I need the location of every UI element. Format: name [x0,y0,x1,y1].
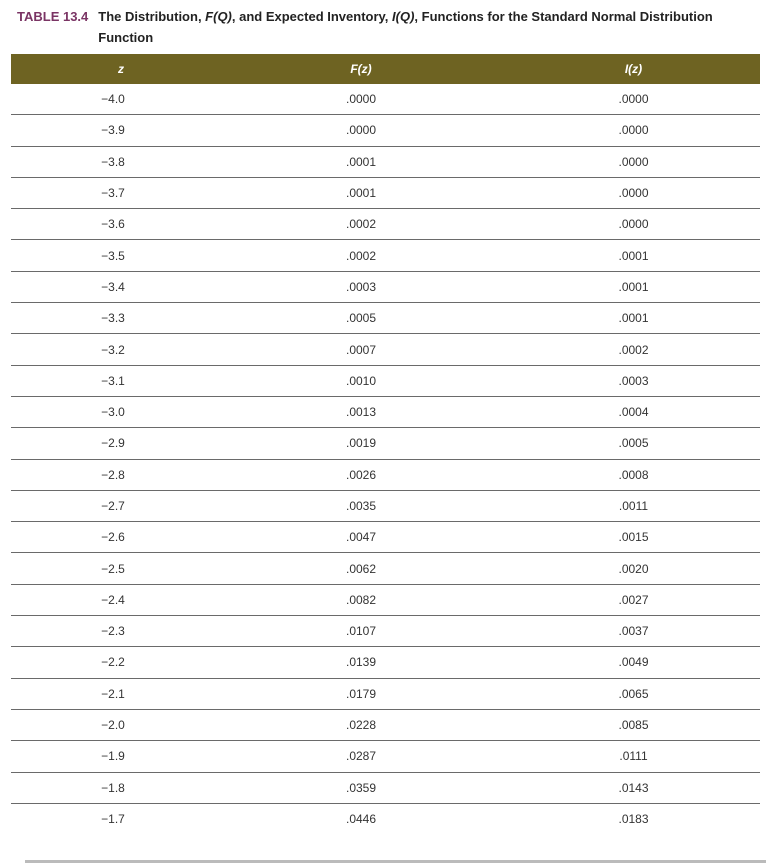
cell-z: −3.8 [101,154,125,169]
table-row [11,84,760,115]
cell-z: −2.5 [101,561,125,576]
table-row [11,491,760,522]
cell-fz: .0001 [345,154,377,169]
title-part: The Distribution, [98,9,206,24]
cell-z: −3.9 [101,123,125,138]
cell-z: −1.9 [101,749,125,764]
table-row [11,585,760,616]
cell-fz: .0082 [345,592,377,607]
table-row [11,178,760,209]
cell-fz: .0047 [345,530,377,545]
cell-fz: .0005 [345,311,377,326]
table-row [11,272,760,303]
cell-iz: .0011 [618,499,649,513]
table-row [11,773,760,804]
cell-z: −2.1 [101,686,125,701]
cell-fz: .0000 [345,123,377,138]
table-row [11,679,760,710]
cell-z: −1.7 [101,812,125,827]
cell-z: −3.0 [101,405,125,420]
cell-iz: .0001 [618,279,649,294]
cell-fz: .0010 [345,373,377,388]
cell-fz: .0287 [345,749,377,764]
cell-iz: .0020 [618,561,649,576]
cell-iz: .0015 [618,530,649,545]
title-part: , and Expected Inventory, [231,9,393,24]
cell-fz: .0035 [345,499,377,513]
cell-iz: .0065 [618,686,649,701]
cell-z: −2.7 [101,499,125,513]
cell-iz: .0000 [618,123,649,138]
cell-fz: .0026 [345,467,377,482]
table-row [11,428,760,459]
cell-iz: .0027 [618,592,649,607]
table-row [11,334,760,365]
cell-z: −3.6 [101,217,125,232]
table-row [11,741,760,772]
cell-z: −2.6 [101,530,125,545]
cell-fz: .0062 [345,561,377,576]
table-row [11,616,760,647]
table-row [11,553,760,584]
table-row [11,397,760,428]
cell-z: −2.2 [101,655,125,670]
cell-iz: .0003 [618,373,649,388]
cell-z: −3.5 [101,248,125,263]
header-iz: I(z) [624,62,643,76]
cell-fz: .0007 [345,342,377,357]
cell-iz: .0002 [618,342,649,357]
table-header-row [11,54,760,84]
cell-fz: .0107 [345,624,377,639]
cell-z: −3.4 [101,279,125,294]
table-row [11,522,760,553]
cell-iz: .0000 [618,154,649,169]
table-row [11,647,760,678]
title-part: , Functions for the Standard Normal Distribution Function [98,9,713,45]
cell-fz: .0013 [345,405,377,420]
cell-iz: .0037 [618,624,649,639]
cell-fz: .0002 [345,217,377,232]
cell-z: −2.3 [101,624,125,639]
table-row [11,460,760,491]
cell-iz: .0143 [618,780,649,795]
distribution-table [11,54,760,835]
cell-iz: .0008 [618,467,649,482]
table-row [11,147,760,178]
cell-fz: .0228 [345,718,377,733]
cell-z: −3.3 [101,311,125,326]
header-z: z [118,62,124,76]
cell-z: −3.1 [101,373,125,388]
table-body [11,84,760,835]
cell-iz: .0049 [618,655,649,670]
table-row [11,303,760,334]
table-row [11,804,760,835]
cell-fz: .0446 [345,812,377,827]
title-fq: F(Q) [205,9,232,24]
cell-z: −3.7 [101,186,125,201]
bottom-divider [25,860,766,863]
cell-fz: .0139 [345,655,377,670]
cell-z: −2.8 [101,467,125,482]
cell-fz: .0359 [345,780,377,795]
cell-iz: .0001 [618,248,649,263]
cell-z: −2.4 [101,592,125,607]
cell-iz: .0001 [618,311,649,326]
cell-iz: .0000 [618,186,649,201]
cell-iz: .0000 [618,92,649,107]
cell-iz: .0085 [618,718,649,733]
cell-fz: .0003 [345,279,377,294]
table-row [11,240,760,271]
table-number: TABLE 13.4 [17,9,89,24]
cell-iz: .0005 [618,436,649,451]
cell-iz: .0183 [618,812,649,827]
cell-fz: .0019 [345,436,377,451]
table-row [11,209,760,240]
cell-iz: .0004 [618,405,649,420]
cell-fz: .0000 [345,92,377,107]
title-iq: I(Q) [392,9,415,24]
table-row [11,366,760,397]
cell-fz: .0179 [345,686,377,701]
cell-z: −4.0 [101,92,125,107]
cell-z: −2.9 [101,436,125,451]
table-title [98,6,757,48]
header-fz: F(z) [350,62,372,76]
table-row [11,710,760,741]
cell-iz: .0000 [618,217,649,232]
cell-z: −1.8 [101,780,125,795]
cell-z: −2.0 [101,718,125,733]
cell-iz: .0111 [619,749,648,764]
cell-fz: .0002 [345,248,377,263]
table-row [11,115,760,146]
cell-z: −3.2 [101,342,125,357]
table-caption [17,6,757,48]
cell-fz: .0001 [345,186,377,201]
